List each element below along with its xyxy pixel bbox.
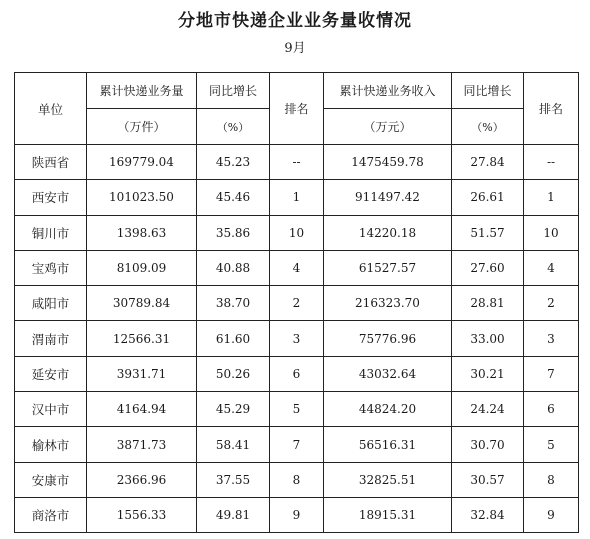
cell-volume-growth: 45.29 [197, 392, 270, 427]
table-row [15, 427, 579, 462]
cell-volume-rank: 6 [270, 356, 324, 391]
cell-revenue: 1475459.78 [324, 145, 452, 180]
cell-revenue: 61527.57 [324, 250, 452, 285]
cell-revenue-rank: 6 [524, 392, 579, 427]
cell-volume-rank: 2 [270, 286, 324, 321]
table-row [15, 462, 579, 497]
cell-revenue: 43032.64 [324, 356, 452, 391]
header-revenue: 累计快递业务收入 [324, 73, 452, 109]
cell-revenue-growth: 27.60 [452, 250, 524, 285]
cell-revenue-growth: 27.84 [452, 145, 524, 180]
cell-volume-growth: 50.26 [197, 356, 270, 391]
cell-volume-rank: 10 [270, 215, 324, 250]
cell-unit-name: 咸阳市 [15, 286, 87, 321]
header-volume-rank: 排名 [270, 73, 324, 145]
cell-unit-name: 西安市 [15, 180, 87, 215]
cell-unit-name: 榆林市 [15, 427, 87, 462]
cell-volume-growth: 37.55 [197, 462, 270, 497]
cell-volume-rank: -- [270, 145, 324, 180]
cell-revenue-rank: -- [524, 145, 579, 180]
cell-volume-rank: 5 [270, 392, 324, 427]
cell-volume-rank: 1 [270, 180, 324, 215]
cell-volume-rank: 9 [270, 497, 324, 532]
table-row [15, 250, 579, 285]
page-subtitle: 9月 [284, 41, 306, 56]
header-volume-growth-unit: （%） [197, 109, 270, 145]
table-row [15, 356, 579, 391]
cell-volume: 3871.73 [87, 427, 197, 462]
header-row-labels [15, 73, 579, 109]
cell-revenue-growth: 51.57 [452, 215, 524, 250]
cell-unit-name: 商洛市 [15, 497, 87, 532]
cell-volume: 3931.71 [87, 356, 197, 391]
cell-volume: 101023.50 [87, 180, 197, 215]
table-row [15, 392, 579, 427]
cell-revenue-rank: 5 [524, 427, 579, 462]
cell-volume-rank: 3 [270, 321, 324, 356]
table-row [15, 145, 579, 180]
page-title: 分地市快递企业业务量收情况 [178, 11, 412, 31]
cell-revenue-rank: 9 [524, 497, 579, 532]
cell-revenue: 216323.70 [324, 286, 452, 321]
table-row [15, 180, 579, 215]
express-statistics-table [14, 72, 579, 533]
cell-revenue-rank: 3 [524, 321, 579, 356]
table-row [15, 215, 579, 250]
cell-unit-name: 渭南市 [15, 321, 87, 356]
cell-revenue: 911497.42 [324, 180, 452, 215]
cell-revenue-rank: 8 [524, 462, 579, 497]
cell-revenue-growth: 30.70 [452, 427, 524, 462]
cell-volume: 4164.94 [87, 392, 197, 427]
cell-revenue-rank: 4 [524, 250, 579, 285]
cell-volume-growth: 61.60 [197, 321, 270, 356]
cell-revenue-growth: 24.24 [452, 392, 524, 427]
table-row [15, 321, 579, 356]
header-revenue-growth-unit: （%） [452, 109, 524, 145]
cell-unit-name: 汉中市 [15, 392, 87, 427]
cell-revenue-rank: 1 [524, 180, 579, 215]
cell-volume-growth: 35.86 [197, 215, 270, 250]
cell-volume: 1398.63 [87, 215, 197, 250]
cell-volume: 8109.09 [87, 250, 197, 285]
cell-revenue: 75776.96 [324, 321, 452, 356]
cell-unit-name: 铜川市 [15, 215, 87, 250]
header-volume: 累计快递业务量 [87, 73, 197, 109]
cell-unit-name: 延安市 [15, 356, 87, 391]
cell-volume-growth: 49.81 [197, 497, 270, 532]
cell-revenue-rank: 2 [524, 286, 579, 321]
cell-revenue: 44824.20 [324, 392, 452, 427]
cell-volume-growth: 58.41 [197, 427, 270, 462]
table-row [15, 497, 579, 532]
cell-revenue-growth: 30.21 [452, 356, 524, 391]
header-volume-growth: 同比增长 [197, 73, 270, 109]
cell-revenue-growth: 26.61 [452, 180, 524, 215]
header-revenue-growth: 同比增长 [452, 73, 524, 109]
cell-volume: 169779.04 [87, 145, 197, 180]
cell-volume: 30789.84 [87, 286, 197, 321]
cell-revenue: 18915.31 [324, 497, 452, 532]
header-revenue-unit: （万元） [324, 109, 452, 145]
cell-volume-growth: 40.88 [197, 250, 270, 285]
cell-revenue-growth: 33.00 [452, 321, 524, 356]
cell-volume-rank: 7 [270, 427, 324, 462]
table-body [15, 145, 579, 533]
table-row [15, 286, 579, 321]
cell-revenue-rank: 10 [524, 215, 579, 250]
table-header [15, 73, 579, 145]
cell-volume: 1556.33 [87, 497, 197, 532]
cell-revenue: 32825.51 [324, 462, 452, 497]
cell-unit-name: 陕西省 [15, 145, 87, 180]
cell-volume-growth: 45.23 [197, 145, 270, 180]
header-volume-unit: （万件） [87, 109, 197, 145]
cell-revenue-growth: 28.81 [452, 286, 524, 321]
cell-volume-rank: 8 [270, 462, 324, 497]
cell-unit-name: 宝鸡市 [15, 250, 87, 285]
cell-volume-rank: 4 [270, 250, 324, 285]
cell-volume-growth: 38.70 [197, 286, 270, 321]
cell-revenue-rank: 7 [524, 356, 579, 391]
cell-volume: 12566.31 [87, 321, 197, 356]
header-unit: 单位 [15, 73, 87, 145]
cell-revenue: 56516.31 [324, 427, 452, 462]
header-revenue-rank: 排名 [524, 73, 579, 145]
cell-revenue-growth: 30.57 [452, 462, 524, 497]
cell-volume: 2366.96 [87, 462, 197, 497]
cell-revenue: 14220.18 [324, 215, 452, 250]
cell-revenue-growth: 32.84 [452, 497, 524, 532]
cell-unit-name: 安康市 [15, 462, 87, 497]
cell-volume-growth: 45.46 [197, 180, 270, 215]
